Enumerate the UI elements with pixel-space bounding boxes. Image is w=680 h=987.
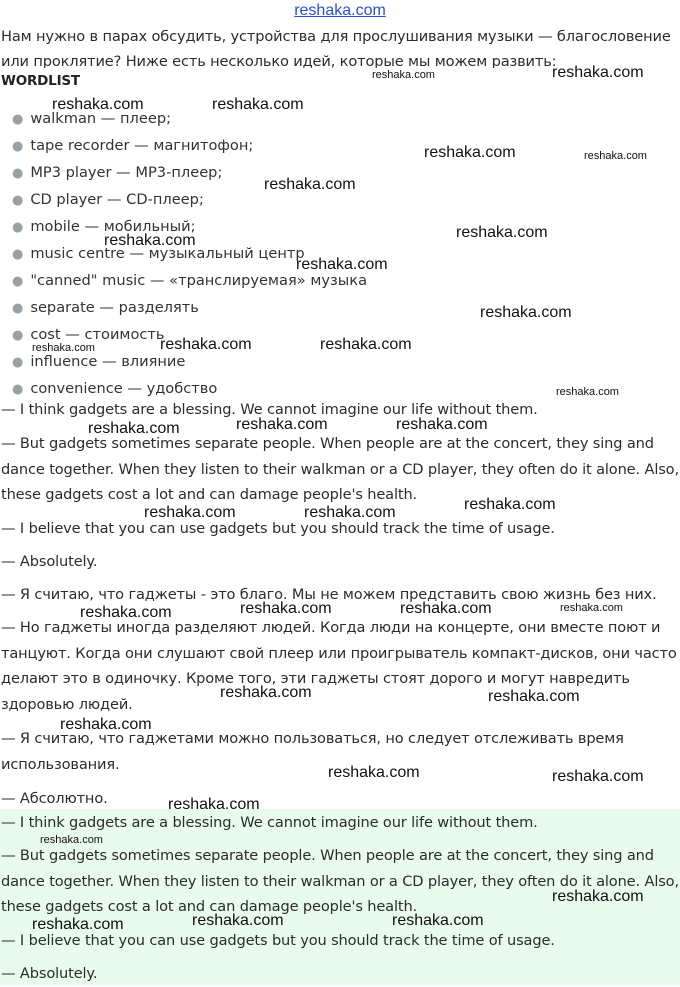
list-item [12, 109, 171, 130]
bullet-icon: ● [12, 382, 24, 397]
list-item [12, 298, 199, 319]
dialogue-en-hl-line-3: — I believe that you can use gadgets but you should track the time of usage. [1, 932, 555, 949]
watermark: reshaka.com [220, 684, 312, 701]
watermark: reshaka.com [88, 420, 180, 437]
bullet-icon: ● [12, 355, 24, 370]
watermark: reshaka.com [32, 916, 124, 933]
watermark: reshaka.com [552, 888, 644, 905]
watermark: reshaka.com [320, 336, 412, 353]
watermark: reshaka.com [400, 600, 492, 617]
bullet-icon: ● [12, 112, 24, 127]
list-item-text: tape recorder — магнитофон; [30, 137, 254, 154]
watermark: reshaka.com [464, 496, 556, 513]
watermark: reshaka.com [480, 304, 572, 321]
bullet-icon: ● [12, 139, 24, 154]
watermark: reshaka.com [264, 176, 356, 193]
site-header-link[interactable]: reshaka.com [294, 2, 386, 19]
list-item-text: mobile — мобильный; [30, 218, 196, 235]
watermark: reshaka.com [396, 416, 488, 433]
list-item [12, 271, 367, 292]
watermark: reshaka.com [52, 96, 144, 113]
dialogue-en-hl-line-4: — Absolutely. [1, 965, 98, 982]
dialogue-ru-line-2: — Но гаджеты иногда разделяют людей. Когда люди на концерте, они вместе поют и танцуют. Когда они слушают свой плеер или проигрыватель компакт-дисков, они часто делают это в одиночку. Кроме того, эти гаджеты стоят дорого и могут навредить здоровью людей. [1, 619, 677, 713]
bullet-icon: ● [12, 220, 24, 235]
watermark: reshaka.com [32, 342, 95, 354]
dialogue-en-line-4: — Absolutely. [1, 553, 98, 570]
list-item-text: walkman — плеер; [30, 110, 172, 127]
bullet-icon: ● [12, 328, 24, 343]
dialogue-en-line-2: — But gadgets sometimes separate people. When people are at the concert, they sing and dance together. When they listen to their walkman or a CD player, they often do it alone. Also, these gadgets cost a lot and can damage people's health. [1, 435, 679, 503]
list-item-text: influence — влияние [30, 353, 186, 370]
bullet-icon: ● [12, 274, 24, 289]
watermark: reshaka.com [372, 69, 435, 81]
watermark: reshaka.com [328, 764, 420, 781]
bullet-icon: ● [12, 247, 24, 262]
dialogue-en-line-3: — I believe that you can use gadgets but you should track the time of usage. [1, 520, 555, 537]
watermark: reshaka.com [584, 150, 647, 162]
dialogue-en-hl-line-2: — But gadgets sometimes separate people. When people are at the concert, they sing and dance together. When they listen to their walkman or a CD player, they often do it alone. Also, these gadgets cost a lot and can damage people's health. [1, 847, 679, 915]
task-intro: Нам нужно в парах обсудить, устройства для прослушивания музыки — благословение или проклятие? Ниже есть несколько идей, которые мы можем развить: [1, 28, 671, 68]
bullet-icon: ● [12, 301, 24, 316]
watermark: reshaka.com [160, 336, 252, 353]
watermark: reshaka.com [144, 504, 236, 521]
watermark: reshaka.com [40, 834, 103, 846]
watermark: reshaka.com [456, 224, 548, 241]
watermark: reshaka.com [560, 602, 623, 614]
watermark: reshaka.com [304, 504, 396, 521]
list-item-text: convenience — удобство [30, 380, 218, 397]
watermark: reshaka.com [296, 256, 388, 273]
watermark: reshaka.com [80, 604, 172, 621]
watermark: reshaka.com [556, 386, 619, 398]
watermark: reshaka.com [424, 144, 516, 161]
watermark: reshaka.com [392, 912, 484, 929]
bullet-icon: ● [12, 193, 24, 208]
list-item-text: separate — разделять [30, 299, 199, 316]
watermark: reshaka.com [104, 232, 196, 249]
watermark: reshaka.com [488, 688, 580, 705]
list-item [12, 190, 204, 211]
dialogue-ru-line-3: — Я считаю, что гаджетами можно пользоваться, но следует отслеживать время использования. [1, 730, 624, 773]
list-item [12, 325, 165, 346]
list-item [12, 352, 185, 373]
list-item [12, 136, 253, 157]
list-item [12, 244, 305, 265]
list-item-text: CD player — CD-плеер; [30, 191, 204, 208]
list-item-text: cost — стоимость [30, 326, 165, 343]
watermark: reshaka.com [168, 796, 260, 813]
watermark: reshaka.com [192, 912, 284, 929]
list-item-text: "canned" music — «транслируемая» музыка [30, 272, 368, 289]
watermark: reshaka.com [236, 416, 328, 433]
watermark: reshaka.com [552, 768, 644, 785]
list-item [12, 163, 222, 184]
list-item-text: music centre — музыкальный центр [30, 245, 305, 262]
list-item [12, 217, 196, 238]
dialogue-ru-line-1: — Я считаю, что гаджеты - это благо. Мы не можем представить свою жизнь без них. [1, 586, 657, 603]
dialogue-en-line-1: — I think gadgets are a blessing. We cannot imagine our life without them. [1, 401, 538, 418]
dialogue-ru-line-4: — Абсолютно. [1, 790, 108, 807]
watermark: reshaka.com [552, 64, 644, 81]
bullet-icon: ● [12, 166, 24, 181]
list-item-text: MP3 player — MP3-плеер; [30, 164, 223, 181]
watermark: reshaka.com [240, 600, 332, 617]
watermark: reshaka.com [60, 716, 152, 733]
wordlist-title: WORDLIST [1, 73, 80, 89]
watermark: reshaka.com [212, 96, 304, 113]
dialogue-en-hl-line-1: — I think gadgets are a blessing. We cannot imagine our life without them. [1, 814, 538, 831]
